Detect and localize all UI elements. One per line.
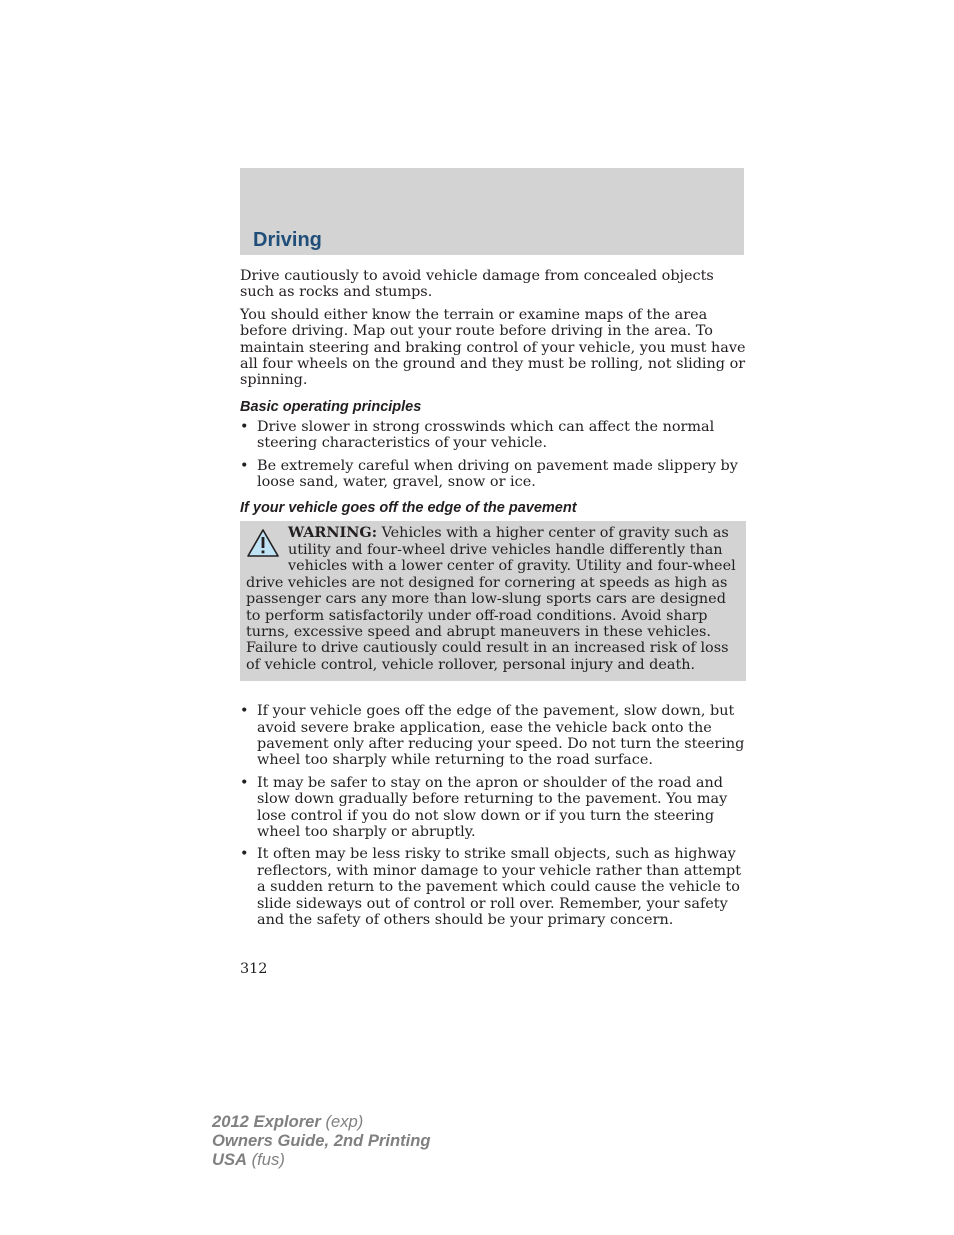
page-number: 312: [240, 961, 268, 977]
page-content: [240, 268, 746, 934]
list-item-text: Drive slower in strong crosswinds which can affect the normal steering characteristics of your vehicle.: [257, 418, 715, 452]
bullet-icon: •: [240, 418, 249, 435]
list-item-text: Be extremely careful when driving on pavement made slippery by loose sand, water, gravel, snow or ice.: [257, 457, 738, 491]
bullet-icon: •: [240, 457, 249, 474]
warning-triangle-icon: [246, 528, 280, 558]
list-item-text: It often may be less risky to strike small objects, such as highway reflectors, with minor damage to your vehicle rather than attempt a sudden return to the pavement which could cause the vehicle to slide sideways out of control or roll over. Remember, your safety and the safety of others should be your primary concern.: [257, 846, 741, 928]
basic-principles-list: [240, 419, 746, 491]
warning-box: [240, 521, 746, 681]
list-item: [240, 458, 746, 491]
off-edge-list: [240, 703, 746, 928]
list-item: [240, 775, 746, 841]
list-item: [240, 703, 746, 769]
list-item: [240, 419, 746, 452]
footer-model: 2012 Explorer: [212, 1112, 321, 1131]
off-edge-heading: If your vehicle goes off the edge of the pavement: [240, 500, 577, 517]
footer-model-code: (exp): [320, 1112, 364, 1131]
section-header-band: [240, 168, 744, 255]
list-item: [240, 846, 746, 928]
bullet-icon: •: [240, 774, 249, 791]
bullet-icon: •: [240, 846, 249, 863]
footer-market-code: (fus): [247, 1150, 285, 1169]
section-title: Driving: [253, 229, 322, 251]
document-footer: [212, 1112, 431, 1169]
list-item-text: If your vehicle goes off the edge of the pavement, slow down, but avoid severe brake application, ease the vehicle back onto the pavement only after reducing your speed. Do not turn the steering wheel too sharply while returning to the road surface.: [257, 703, 745, 769]
intro-paragraph-1: Drive cautiously to avoid vehicle damage from concealed objects such as rocks and stumps.: [240, 268, 714, 301]
footer-line-3: [212, 1150, 431, 1169]
basic-principles-heading: Basic operating principles: [240, 398, 422, 415]
list-item-text: It may be safer to stay on the apron or shoulder of the road and slow down gradually before returning to the pavement. You may lose control if you do not slow down or if you turn the steering wheel too sharply or abruptly.: [257, 774, 728, 840]
warning-text: Vehicles with a higher center of gravity such as utility and four-wheel drive vehicles handle differently than vehicles with a lower center of gravity. Utility and four-wheel drive vehicles are not designed for cornering at speeds as high as passenger cars any more than low-slung sports cars are designed to perform satisfactorily under off-road conditions. Avoid sharp turns, excessive speed and abrupt maneuvers in these vehicles. Failure to drive cautiously could result in an increased risk of loss of vehicle control, vehicle rollover, personal injury and death.: [246, 525, 736, 673]
bullet-icon: •: [240, 703, 249, 720]
warning-label: WARNING:: [288, 524, 378, 542]
footer-market: USA: [212, 1150, 248, 1169]
intro-paragraph-2: You should either know the terrain or examine maps of the area before driving. Map out your route before driving in the area. To maintain steering and braking control of your vehicle, you must have all four wheels on the ground and they must be rolling, not sliding or spinning.: [240, 306, 746, 389]
footer-line-2: Owners Guide, 2nd Printing: [212, 1131, 431, 1150]
footer-line-1: [212, 1112, 431, 1131]
